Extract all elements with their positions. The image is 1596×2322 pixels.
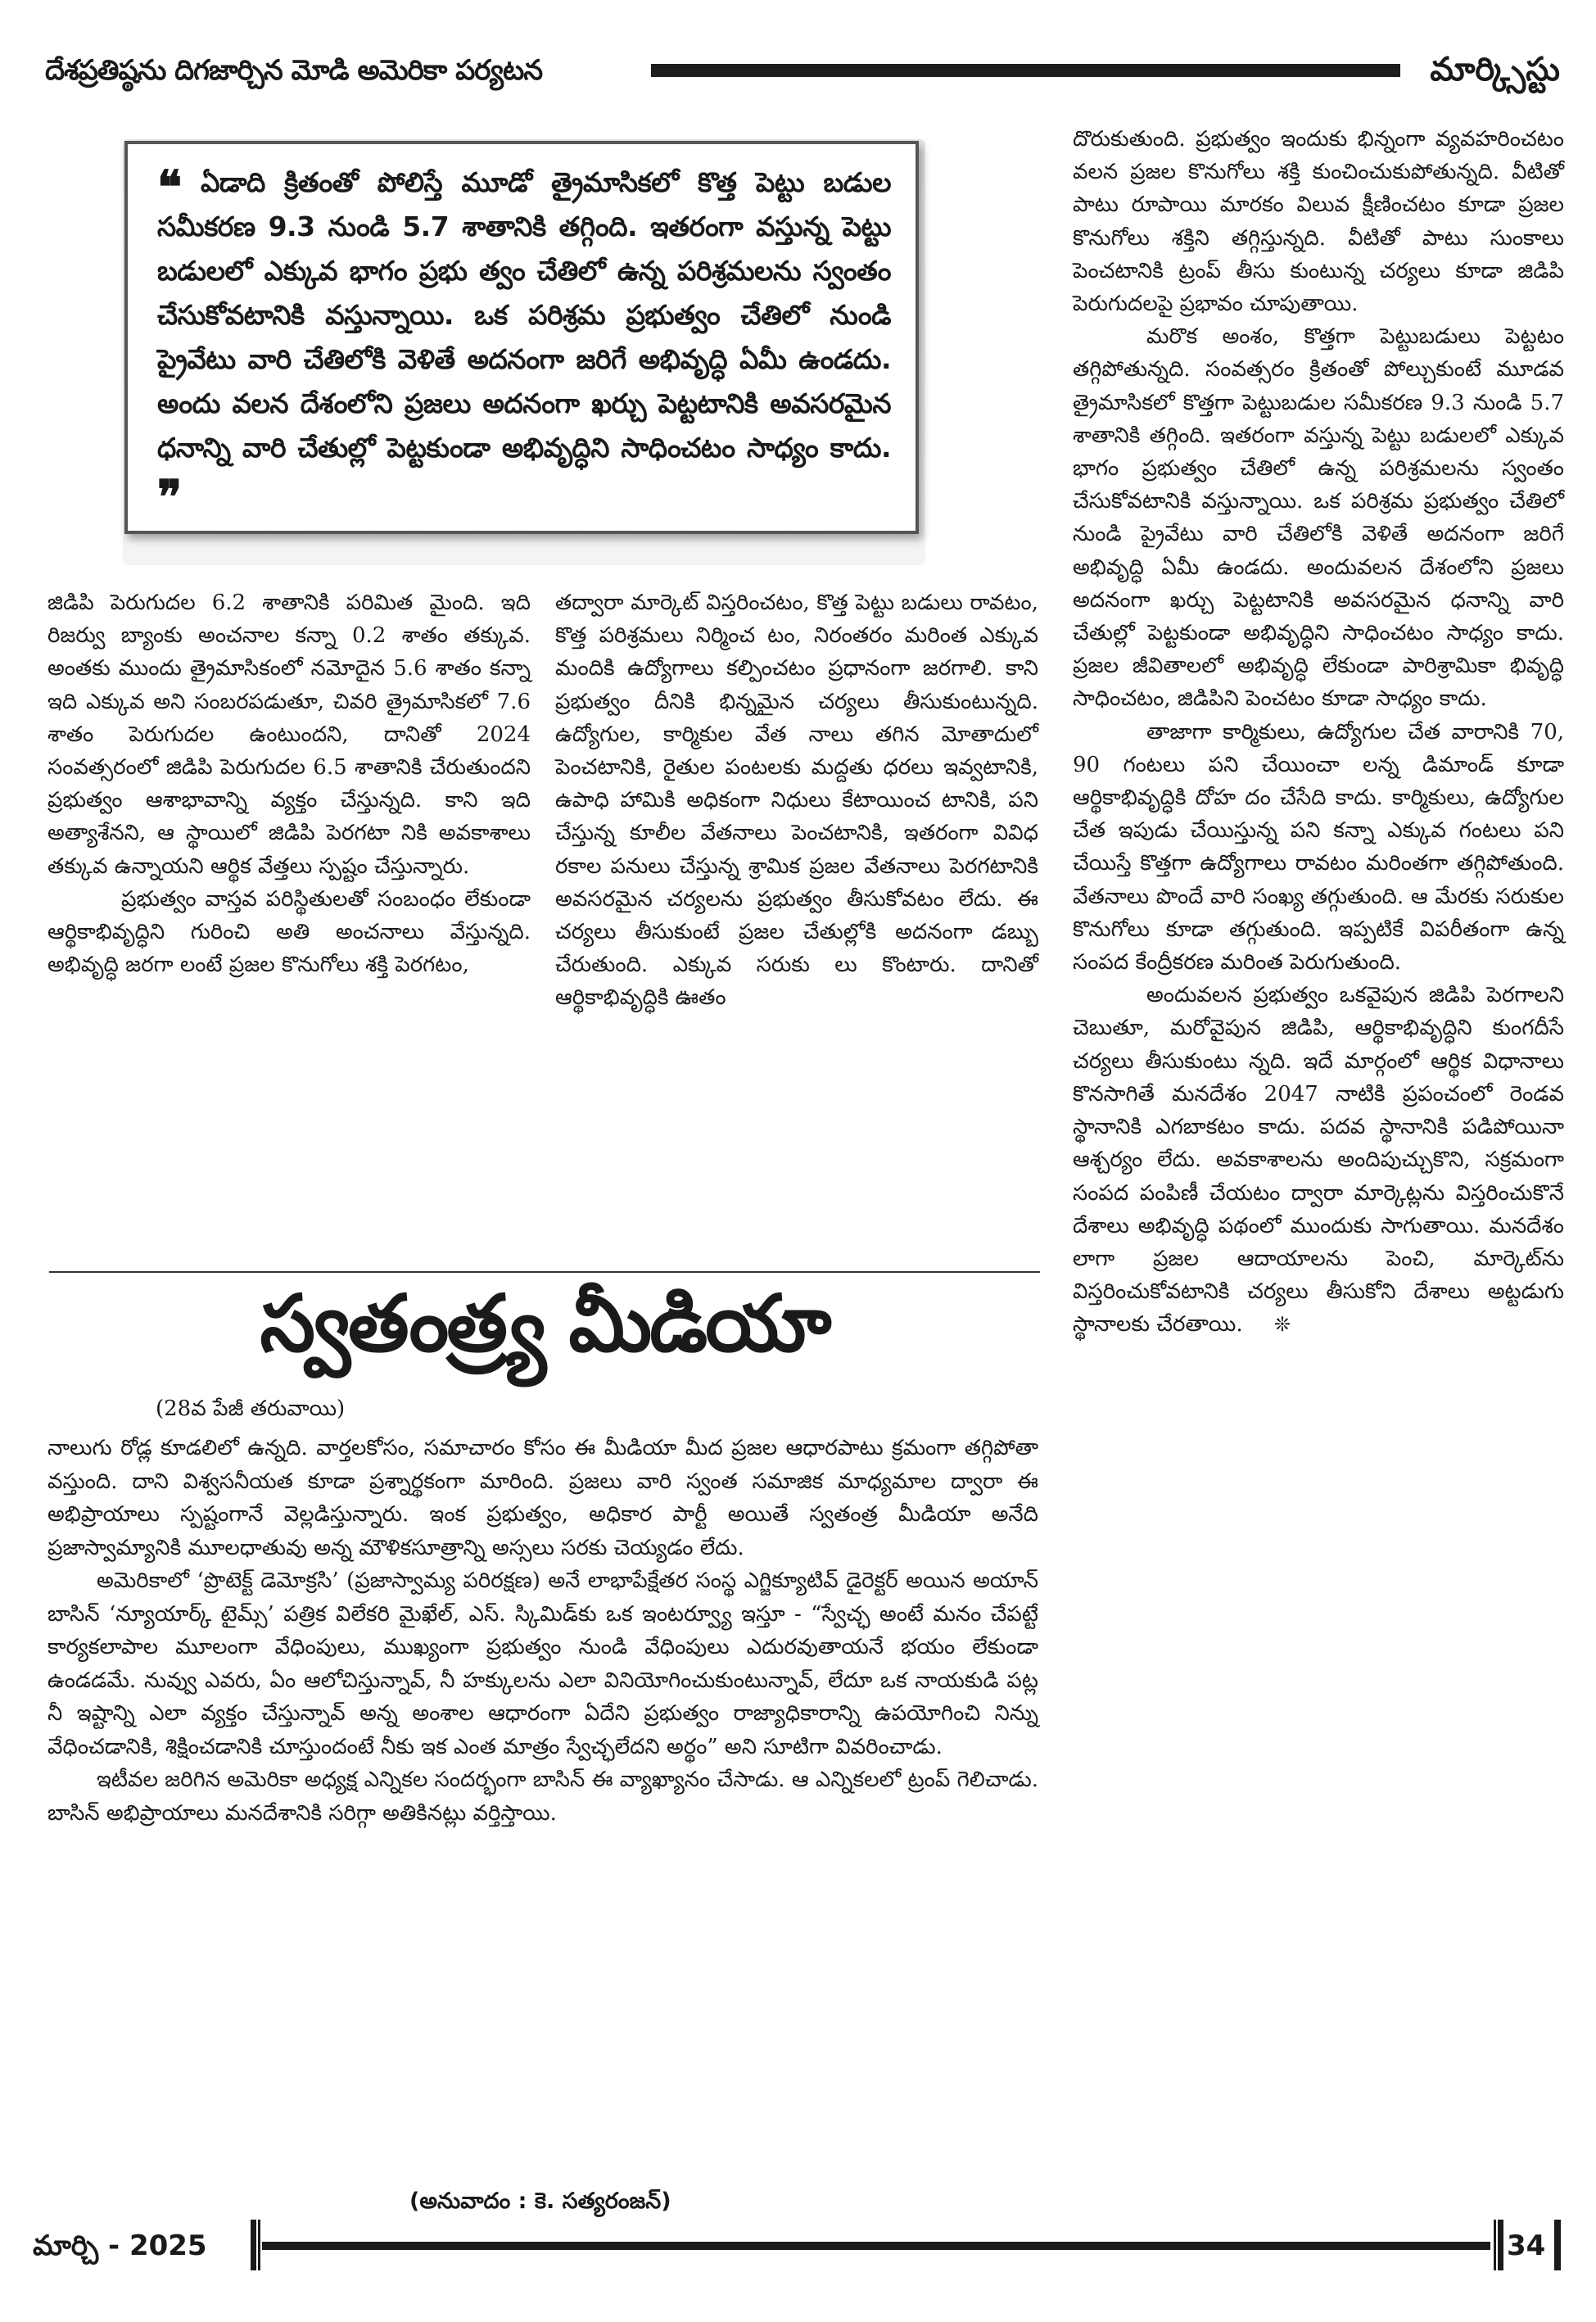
translator-credit: (అనువాదం : కె. సత్యరంజన్) (409, 2188, 671, 2214)
section-divider (49, 1271, 1040, 1273)
paragraph: జిడిపి పెరుగుదల 6.2 శాతానికి పరిమిత మైంది. ఇది రిజర్వు బ్యాంకు అంచనాల కన్నా 0.2 శాతం తక్కువ. అంతకు ముందు త్రైమాసికంలో నమోదైన 5.6 శాతం కన్నా ఇది ఎక్కువ అని సంబరపడుతూ, చివరి త్రైమాసికలో 7.6 శాతం పెరుగుదల ఉంటుందని, దానితో 2024 సంవత్సరంలో జిడిపి పెరుగుదల 6.5 శాతానికి చేరుతుందని ప్రభుత్వం ఆశాభావాన్ని వ్యక్తం చేస్తున్నది. కాని ఇది అత్యాశేనని, ఆ స్థాయిలో జిడిపి పెరగటా నికి అవకాశాలు తక్కువ ఉన్నాయని ఆర్థిక వేత్తలు స్పష్టం చేస్తున్నారు. (47, 591, 531, 879)
magazine-brand: మార్క్సిస్టు (1430, 51, 1560, 88)
close-quote-icon: ❞ (157, 470, 182, 524)
running-title: దేశప్రతిష్ఠను దిగజార్చిన మోడి అమెరికా పర్యటన (45, 54, 543, 87)
footer-rule (262, 2242, 1490, 2250)
pull-quote-text: ఏడాది క్రితంతో పోలిస్తే మూడో త్రైమాసికలో కొత్త పెట్టు బడుల సమీకరణ 9.3 నుండి 5.7 శాతానికి తగ్గింది. ఇతరంగా వస్తున్న పెట్టు బడులలో ఎక్కువ భాగం ప్రభు త్వం చేతిలో ఉన్న పరిశ్రమలను స్వంతం చేసుకోవటానికి వస్తున్నాయి. ఒక పరిశ్రమ ప్రభుత్వం చేతిలో నుండి ప్రైవేటు వారి చేతిలోకి వెళితే అదనంగా జరిగే అభివృద్ధి ఏమీ ఉండదు. అందు వలన దేశంలోని ప్రజలు అదనంగా ఖర్చు పెట్టటానికి అవసరమైన ధనాన్ని వారి చేతుల్లో పెట్టకుండా అభివృద్ధిని సాధించటం సాధ్యం కాదు. (157, 166, 891, 464)
end-of-article-icon: ❊ (1273, 1313, 1291, 1337)
article-column-left (47, 586, 531, 981)
article-column-right (1073, 123, 1564, 1342)
footer-bar (251, 2220, 260, 2270)
paragraph: అమెరికాలో ‘ప్రొటెక్ట్ డెమోక్రసి’ (ప్రజాస్వామ్య పరిరక్షణ) అనే లాభాపేక్షేతర సంస్థ ఎగ్జిక్యూటివ్ డైరెక్టర్ అయిన అయాన్ బాసిన్ ‘న్యూయార్క్ టైమ్స్’ పత్రిక విలేకరి మైఖేల్, ఎస్. స్కిమిడ్‌కు ఒక ఇంటర్వ్యూ ఇస్తూ - “స్వేచ్ఛ అంటే మనం చేపట్టే కార్యకలాపాల మూలంగా వేధింపులు, ముఖ్యంగా ప్రభుత్వం నుండి వేధింపులు ఎదురవుతాయనే భయం లేకుండా ఉండడమే. నువ్వు ఎవరు, ఏం ఆలోచిస్తున్నావ్, నీ హక్కులను ఎలా వినియోగించుకుంటున్నావ్, లేదూ ఒక నాయకుడి పట్ల నీ ఇష్టాన్ని ఎలా వ్యక్తం చేస్తున్నావ్ అన్న అంశాల ఆధారంగా ఏదేని ప్రభుత్వం రాజ్యాధికారాన్ని ఉపయోగించి నిన్ను వేధించడానికి, శిక్షించడానికి చూస్తుందంటే నీకు ఇక ఎంత మాత్రం స్వేచ్ఛలేదని అర్థం” అని సూటిగా వివరించాడు. (47, 1568, 1038, 1759)
footer-bar (1494, 2220, 1503, 2270)
page-header (45, 51, 1568, 100)
footer-bar (1554, 2220, 1561, 2270)
paragraph: ఇటీవల జరిగిన అమెరికా అధ్యక్ష ఎన్నికల సందర్భంగా బాసిన్ ఈ వ్యాఖ్యానం చేసాడు. ఆ ఎన్నికలలో ట్రంప్ గెలిచాడు. బాసిన్ అభిప్రాయాలు మనదేశానికి సరిగ్గా అతికినట్లు వర్తిస్తాయి. (47, 1768, 1038, 1826)
paragraph: నాలుగు రోడ్ల కూడలిలో ఉన్నది. వార్తలకోసం, సమాచారం కోసం ఈ మీడియా మీద ప్రజల ఆధారపాటు క్రమంగా తగ్గిపోతా వస్తుంది. దాని విశ్వసనీయత కూడా ప్రశ్నార్థకంగా మారింది. ప్రజలు వారి స్వంత సమాజిక మాధ్యమాల ద్వారా ఈ అభిప్రాయాలు స్పష్టంగానే వెల్లడిస్తున్నారు. ఇంక ప్రభుత్వం, అధికార పార్టీ అయితే స్వతంత్ర మీడియా అనేది ప్రజాస్వామ్యానికి మూలధాతువు అన్న మౌళికసూత్రాన్ని అస్సలు సరకు చెయ్యడం లేదు. (47, 1436, 1038, 1560)
issue-date: మార్చి - 2025 (33, 2229, 207, 2262)
open-quote-icon: ❝ (157, 161, 182, 215)
paragraph: తద్వారా మార్కెట్ విస్తరించటం, కొత్త పెట్టు బడులు రావటం, కొత్త పరిశ్రమలు నిర్మించ టం, నిరంతరం మరింత ఎక్కువ మందికి ఉద్యోగాలు కల్పించటం ప్రధానంగా జరగాలి. కాని ప్రభుత్వం దీనికి భిన్నమైన చర్యలు తీసుకుంటున్నది. ఉద్యోగుల, కార్మికుల వేత నాలు తగిన మోతాదులో పెంచటానికి, రైతుల పంటలకు మద్దతు ధరలు ఇవ్వటానికి, ఉపాధి హామికి అధికంగా నిధులు కేటాయించ టానికి, పని చేస్తున్న కూలీల వేతనాలు పెంచటానికి, ఇతరంగా వివిధ రకాల పనులు చేస్తున్న శ్రామిక ప్రజల వేతనాలు పెరగటానికి అవసరమైన చర్యలను ప్రభుత్వం తీసుకోవటం లేదు. ఈ చర్యలు తీసుకుంటే ప్రజల చేతుల్లోకి అదనంగా డబ్బు చేరుతుంది. ఎక్కువ సరుకు లు కొంటారు. దానితో ఆర్థికాభివృద్ధికి ఊతం (555, 591, 1038, 1011)
paragraph: ప్రభుత్వం వాస్తవ పరిస్థితులతో సంబంధం లేకుండా ఆర్థికాభివృద్ధిని గురించి అతి అంచనాలు వేస్తున్నది. అభివృద్ధి జరగా లంటే ప్రజల కొనుగోలు శక్తి పెరగటం, (47, 886, 531, 978)
paragraph: మరొక అంశం, కొత్తగా పెట్టుబడులు పెట్టటం తగ్గిపోతున్నది. సంవత్సరం క్రితంతో పోల్చుకుంటే మూడవ త్రైమాసికలో కొత్తగా పెట్టుబడుల సమీకరణ 9.3 నుండి 5.7 శాతానికి తగ్గింది. ఇతరంగా వస్తున్న పెట్టు బడులలో ఎక్కువ భాగం ప్రభుత్వం చేతిలో ఉన్న పరిశ్రమలను స్వంతం చేసుకోవటానికి వస్తున్నాయి. ఒక పరిశ్రమ ప్రభుత్వం చేతిలో నుండి ప్రైవేటు వారి చేతిలోకి వెళితే అదనంగా జరిగే అభివృద్ధి ఏమీ ఉండదు. అందువలన దేశంలోని ప్రజలు అదనంగా ఖర్చు పెట్టటానికి అవసరమైన ధనాన్ని వారి చేతుల్లో పెట్టకుండా అభివృద్ధిని సాధించటం సాధ్యం కాదు. ప్రజల జీవితాలలో అభివృద్ధి లేకుండా పారిశ్రామికా భివృద్ధి సాధించటం, జిడిపిని పెంచటం కూడా సాధ్యం కాదు. (1073, 324, 1564, 712)
paragraph: తాజాగా కార్మికులు, ఉద్యోగుల చేత వారానికి 70, 90 గంటలు పని చేయించా లన్న డిమాండ్ కూడా ఆర్థికాభివృద్ధికి దోహ దం చేసేది కాదు. కార్మికులు, ఉద్యోగుల చేత ఇపుడు చేయిస్తున్న పని కన్నా ఎక్కువ గంటలు పని చేయిస్తే కొత్తగా ఉద్యోగాలు రావటం మరింతగా తగ్గిపోతుంది. వేతనాలు పొందే వారి సంఖ్య తగ్గుతుంది. ఆ మేరకు సరుకుల కొనుగోలు కూడా తగ్గుతుంది. ఇప్పటికే విపరీతంగా ఉన్న సంపద కేంద్రీకరణ మరింత పెరుగుతుంది. (1073, 719, 1564, 975)
media-article-body (47, 1432, 1038, 1830)
section-title: స్వతంత్ర్య మీడియా (260, 1278, 830, 1369)
paragraph: అందువలన ప్రభుత్వం ఒకవైపున జిడిపి పెరగాలని చెబుతూ, మరోవైపున జిడిపి, ఆర్థికాభివృద్ధిని కుంగదీసే చర్యలు తీసుకుంటు న్నది. ఇదే మార్గంలో ఆర్థిక విధానాలు కొనసాగితే మనదేశం 2047 నాటికి ప్రపంచంలో రెండవ స్థానానికి ఎగబాకటం కాదు. పదవ స్థానానికి పడిపోయినా ఆశ్చర్యం లేదు. అవకాశాలను అందిపుచ్చుకొని, సక్రమంగా సంపద పంపిణీ చేయటం ద్వారా మార్కెట్లను విస్తరించుకొనే దేశాలు అభివృద్ధి పథంలో ముందుకు సాగుతాయి. మనదేశం లాగా ప్రజల ఆదాయాలను పెంచి, మార్కెట్‌ను విస్తరించుకోవటానికి చర్యలు తీసుకోని దేశాలు అట్టడుగు స్థానాలకు చేరతాయి. ❊ (1073, 983, 1564, 1338)
article-column-middle (555, 586, 1038, 1015)
paragraph: దొరుకుతుంది. ప్రభుత్వం ఇందుకు భిన్నంగా వ్యవహరించటం వలన ప్రజల కొనుగోలు శక్తి కుంచించుకుపోతున్నది. వీటితో పాటు రూపాయి మారకం విలువ క్షీణించటం కూడా ప్రజల కొనుగోలు శక్తిని తగ్గిస్తున్నది. వీటితో పాటు సుంకాలు పెంచటానికి ట్రంప్ తీసు కుంటున్న చర్యలు కూడా జిడిపి పెరుగుదలపై ప్రభావం చూపుతాయి. (1073, 127, 1564, 317)
continuation-note: (28వ పేజీ తరువాయి) (156, 1396, 346, 1421)
header-rule (651, 64, 1400, 77)
page-number: 34 (1507, 2229, 1546, 2262)
pull-quote (124, 141, 919, 534)
page-footer (33, 2220, 1564, 2277)
